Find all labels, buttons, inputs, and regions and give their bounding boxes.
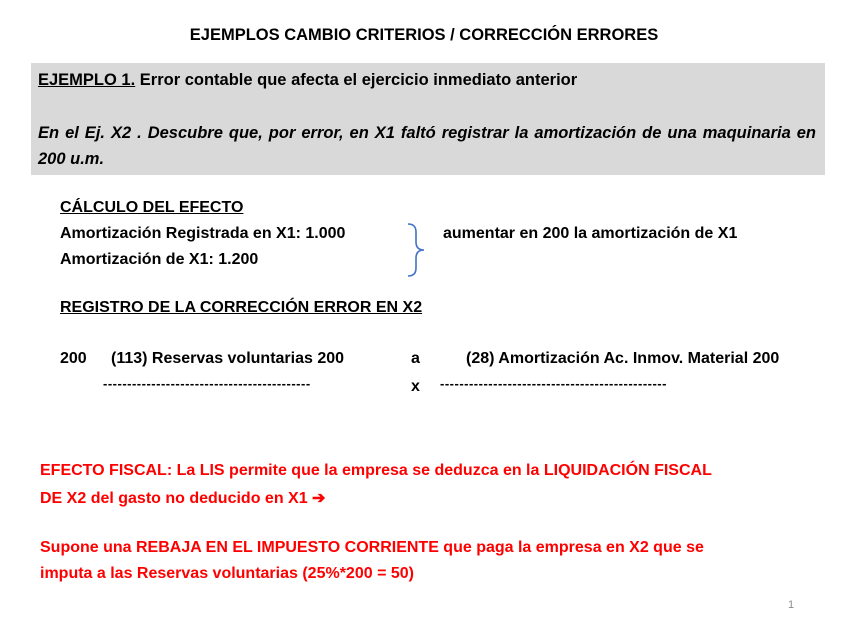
journal-separator-x: x (411, 378, 420, 395)
example-heading-text: Error contable que afecta el ejercicio inmediato anterior (135, 71, 578, 89)
journal-entry-connector: a (411, 350, 420, 367)
calculation-heading: CÁLCULO DEL EFECTO (60, 199, 244, 216)
right-brace-icon (404, 222, 428, 278)
journal-entry-debit: (113) Reservas voluntarias 200 (111, 350, 345, 367)
page-title: EJEMPLOS CAMBIO CRITERIOS / CORRECCIÓN ERRORES (189, 26, 659, 44)
fiscal-effect-line-4: imputa a las Reservas voluntarias (25%*200 = 50) (40, 565, 414, 582)
journal-entry-credit: (28) Amortización Ac. Inmov. Material 200 (466, 350, 780, 367)
fiscal-effect-line-1: EFECTO FISCAL: La LIS permite que la empresa se deduzca en la LIQUIDACIÓN FISCAL (40, 462, 712, 479)
registration-heading: REGISTRO DE LA CORRECCIÓN ERROR EN X2 (60, 299, 423, 316)
example-description: En el Ej. X2 . Descubre que, por error, en X1 faltó registrar la amortización de una maquinaria en 200 u.m. (38, 124, 816, 168)
journal-separator-right: ----------------------------------------------- (440, 376, 667, 391)
journal-entry-amount: 200 (60, 350, 87, 367)
calculation-result: aumentar en 200 la amortización de X1 (443, 225, 738, 242)
calculation-line-registered: Amortización Registrada en X1: 1.000 (60, 225, 346, 242)
calculation-line-actual: Amortización de X1: 1.200 (60, 251, 259, 268)
fiscal-effect-line-3: Supone una REBAJA EN EL IMPUESTO CORRIENTE que paga la empresa en X2 que se (40, 539, 704, 556)
page-number: 1 (788, 599, 795, 611)
fiscal-effect-line-2: DE X2 del gasto no deducido en X1 ➔ (40, 490, 326, 507)
journal-separator-left: ------------------------------------------- (103, 376, 311, 391)
example-label: EJEMPLO 1. (38, 71, 136, 89)
example-heading (38, 71, 577, 90)
